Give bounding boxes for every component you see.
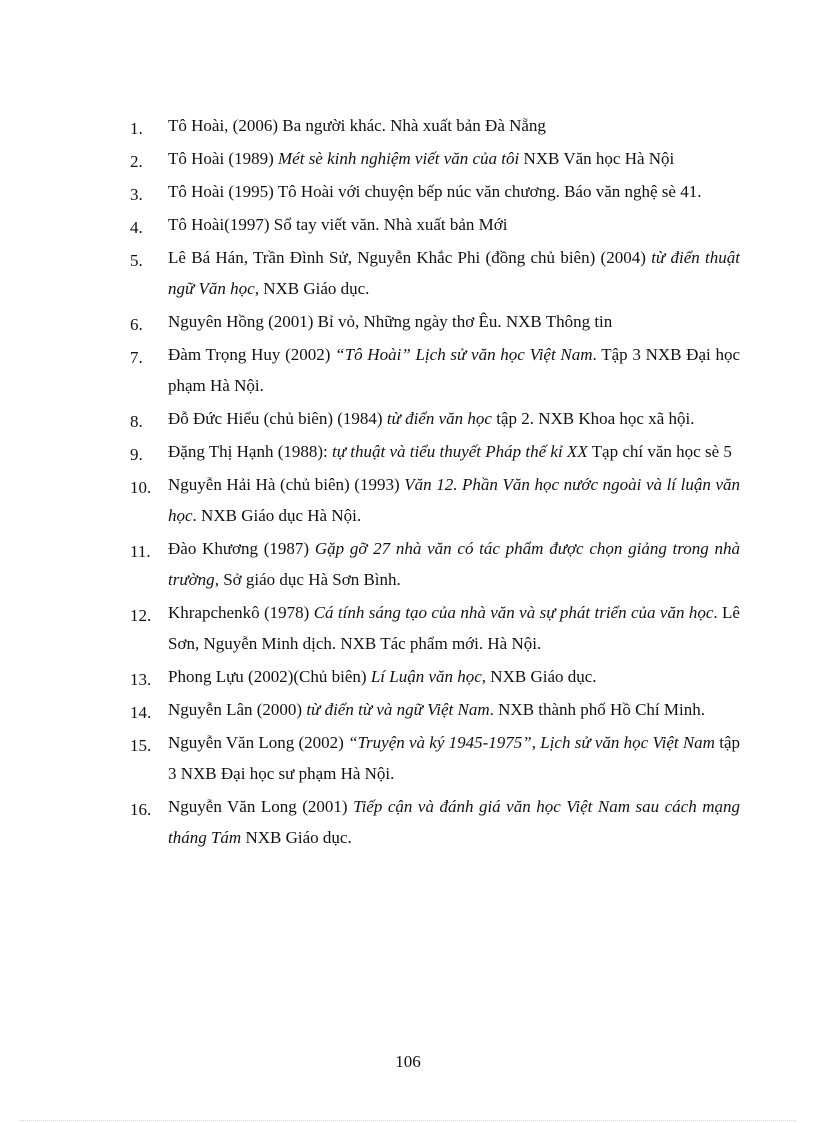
reference-segment: Đào Khương (1987) xyxy=(168,539,315,558)
reference-segment: Đàm Trọng Huy (2002) xyxy=(168,345,336,364)
reference-item xyxy=(130,176,740,207)
reference-item xyxy=(130,727,740,789)
reference-number: 8. xyxy=(130,412,143,431)
reference-number: 4. xyxy=(130,218,143,237)
reference-title: “Tô Hoài” Lịch sử văn học Việt Nam xyxy=(335,345,593,364)
reference-item xyxy=(130,209,740,240)
reference-segment: Tạp chí văn học sè 5 xyxy=(587,442,732,461)
reference-item xyxy=(130,110,740,141)
reference-title: “Truyện và ký 1945-1975”, Lịch sử văn học Việt Nam xyxy=(348,733,715,752)
reference-segment: , NXB Giáo dục. xyxy=(481,667,597,686)
reference-number: 13. xyxy=(130,670,152,689)
reference-segment: Nguyễn Văn Long (2002) xyxy=(168,733,349,752)
reference-number: 1. xyxy=(130,119,143,138)
reference-segment: . Tập 3 NXB Đại học phạm Hà Nội. xyxy=(168,345,740,395)
reference-text xyxy=(168,733,740,783)
reference-number: 15. xyxy=(130,736,152,755)
reference-segment: Tô Hoài (1989) xyxy=(168,149,279,168)
reference-segment: Tô Hoài (1995) Tô Hoài với chuyện bếp núc văn chương. Báo văn nghệ sè 41. xyxy=(168,182,702,201)
reference-title: Cá tính sáng tạo của nhà văn và sự phát triển của văn học xyxy=(313,603,714,622)
reference-segment: , Sở giáo dục Hà Sơn Bình. xyxy=(214,570,401,589)
reference-segment: Lê Bá Hán, Trần Đình Sử, Nguyễn Khắc Phi (đồng chủ biên) (2004) xyxy=(168,248,652,267)
reference-item xyxy=(130,791,740,853)
page-number: 106 xyxy=(395,1052,421,1071)
reference-number: 10. xyxy=(130,478,152,497)
reference-segment: NXB Văn học Hà Nội xyxy=(519,149,675,168)
reference-text xyxy=(168,667,597,686)
reference-segment: Đặng Thị Hạnh (1988): xyxy=(168,442,332,461)
reference-segment: . Lê Sơn, Nguyễn Minh dịch. NXB Tác phẩm mới. Hà Nội. xyxy=(168,603,740,653)
reference-text xyxy=(168,149,674,168)
reference-segment: . NXB thành phố Hồ Chí Minh. xyxy=(489,700,705,719)
reference-number: 2. xyxy=(130,152,143,171)
reference-segment: NXB Giáo dục. xyxy=(241,828,352,847)
reference-text xyxy=(168,248,740,298)
reference-number: 5. xyxy=(130,251,143,270)
reference-segment: Nguyên Hồng (2001) Bỉ vỏ, Những ngày thơ Êu. NXB Thông tin xyxy=(168,312,613,331)
reference-segment: Nguyễn Văn Long (2001) xyxy=(168,797,354,816)
reference-item xyxy=(130,306,740,337)
reference-number: 7. xyxy=(130,348,143,367)
reference-text xyxy=(168,345,740,395)
reference-segment: . NXB Giáo dục Hà Nội. xyxy=(192,506,362,525)
reference-number: 3. xyxy=(130,185,143,204)
reference-text xyxy=(168,182,701,201)
reference-item xyxy=(130,143,740,174)
reference-text xyxy=(168,475,740,525)
reference-title: tự thuật và tiểu thuyết Pháp thế kỉ XX xyxy=(332,442,588,461)
reference-item xyxy=(130,533,740,595)
reference-item xyxy=(130,661,740,692)
reference-number: 16. xyxy=(130,800,152,819)
reference-title: Gặp gỡ 27 nhà văn có tác phẩm được chọn giảng trong nhà trường xyxy=(168,539,740,589)
reference-title: từ điển từ và ngữ Việt Nam xyxy=(306,700,490,719)
reference-list xyxy=(130,110,740,855)
reference-title: Văn 12. Phần Văn học nước ngoài và lí luận văn học xyxy=(168,475,740,525)
reference-text xyxy=(168,409,695,428)
reference-number: 12. xyxy=(130,606,152,625)
reference-segment: tập 3 NXB Đại học sư phạm Hà Nội. xyxy=(168,733,740,783)
reference-item xyxy=(130,436,740,467)
reference-number: 9. xyxy=(130,445,143,464)
reference-segment: Nguyễn Hải Hà (chủ biên) (1993) xyxy=(168,475,405,494)
reference-title: Tiếp cận và đánh giá văn học Việt Nam sau cách mạng tháng Tám xyxy=(168,797,741,847)
page-divider xyxy=(20,1120,796,1121)
reference-text xyxy=(168,539,740,589)
reference-item xyxy=(130,469,740,531)
reference-item xyxy=(130,597,740,659)
reference-segment: Tô Hoài(1997) Sổ tay viết văn. Nhà xuất bản Mới xyxy=(168,215,508,234)
reference-number: 14. xyxy=(130,703,152,722)
reference-number: 6. xyxy=(130,315,143,334)
reference-item xyxy=(130,339,740,401)
reference-text xyxy=(168,215,507,234)
reference-title: từ điển văn học xyxy=(386,409,492,428)
reference-text xyxy=(168,116,546,135)
reference-title: Lí Luận văn học xyxy=(370,667,482,686)
reference-number: 11. xyxy=(130,542,151,561)
reference-item xyxy=(130,242,740,304)
reference-segment: Khrapchenkô (1978) xyxy=(168,603,314,622)
reference-text xyxy=(168,312,612,331)
reference-segment: Tô Hoài, (2006) Ba người khác. Nhà xuất bản Đà Nẵng xyxy=(168,116,546,135)
reference-text xyxy=(168,797,740,847)
reference-item xyxy=(130,403,740,434)
reference-segment: tập 2. NXB Khoa học xã hội. xyxy=(491,409,695,428)
reference-title: từ điển thuật ngữ Văn học xyxy=(168,248,740,298)
reference-title: Mét sè kinh nghiệm viết văn của tôi xyxy=(278,149,520,168)
reference-text xyxy=(168,700,705,719)
reference-text xyxy=(168,603,740,653)
reference-segment: Đỗ Đức Hiểu (chủ biên) (1984) xyxy=(168,409,387,428)
reference-item xyxy=(130,694,740,725)
reference-text xyxy=(168,442,732,461)
reference-segment: Phong Lựu (2002)(Chủ biên) xyxy=(168,667,371,686)
reference-segment: Nguyễn Lân (2000) xyxy=(168,700,307,719)
reference-segment: , NXB Giáo dục. xyxy=(254,279,370,298)
